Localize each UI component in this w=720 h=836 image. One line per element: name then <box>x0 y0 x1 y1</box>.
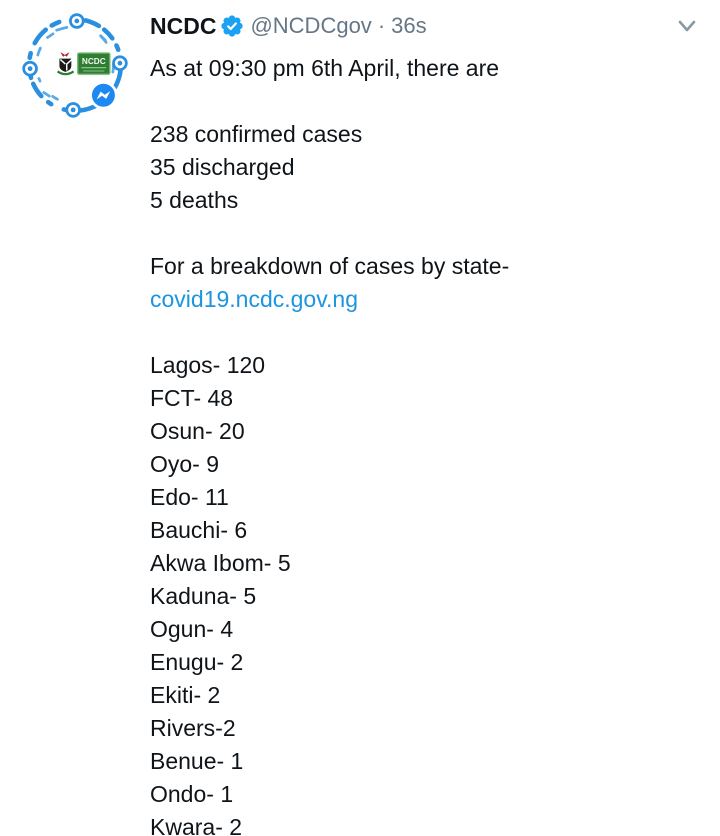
ncdc-logo <box>78 53 110 74</box>
tweet-timestamp: 36s <box>391 13 427 38</box>
messenger-icon <box>91 82 117 108</box>
nigeria-coat-of-arms <box>58 52 74 74</box>
stat-deaths: 5 deaths <box>150 187 239 213</box>
state-line-akwa-ibom: Akwa Ibom- 5 <box>150 550 291 576</box>
state-line-kaduna: Kaduna- 5 <box>150 583 257 609</box>
state-line-ondo: Ondo- 1 <box>150 781 234 807</box>
state-line-oyo: Oyo- 9 <box>150 451 220 477</box>
tweet-body <box>150 52 702 836</box>
author-name[interactable]: NCDC <box>150 13 217 39</box>
ncdc-logo-text: NCDC <box>81 57 106 67</box>
tweet-content <box>150 8 702 836</box>
verified-badge-icon <box>221 15 243 37</box>
state-line-rivers: Rivers-2 <box>150 715 236 741</box>
state-line-benue: Benue- 1 <box>150 748 244 774</box>
states-list <box>150 349 702 836</box>
state-line-fct: FCT- 48 <box>150 385 234 411</box>
chevron-down-icon[interactable] <box>672 11 702 41</box>
tweet-header <box>150 10 702 42</box>
state-line-lagos: Lagos- 120 <box>150 352 266 378</box>
avatar-column <box>20 8 150 836</box>
messenger-scan-code-icon <box>20 10 130 120</box>
breakdown-label: For a breakdown of cases by state- <box>150 253 510 279</box>
intro-line: As at 09:30 pm 6th April, there are <box>150 55 500 81</box>
stat-discharged: 35 discharged <box>150 154 295 180</box>
state-line-ekiti: Ekiti- 2 <box>150 682 221 708</box>
stats-block <box>150 118 702 217</box>
state-line-bauchi: Bauchi- 6 <box>150 517 248 543</box>
state-line-kwara: Kwara- 2 <box>150 814 243 836</box>
stat-confirmed: 238 confirmed cases <box>150 121 363 147</box>
breakdown-block <box>150 250 702 316</box>
state-line-ogun: Ogun- 4 <box>150 616 234 642</box>
covid19-link[interactable]: covid19.ncdc.gov.ng <box>150 286 358 312</box>
state-line-enugu: Enugu- 2 <box>150 649 244 675</box>
avatar[interactable] <box>20 10 130 120</box>
author-handle[interactable]: @NCDCgov <box>250 13 372 38</box>
state-line-osun: Osun- 20 <box>150 418 245 444</box>
state-line-edo: Edo- 11 <box>150 484 229 510</box>
separator-dot: · <box>377 13 386 38</box>
